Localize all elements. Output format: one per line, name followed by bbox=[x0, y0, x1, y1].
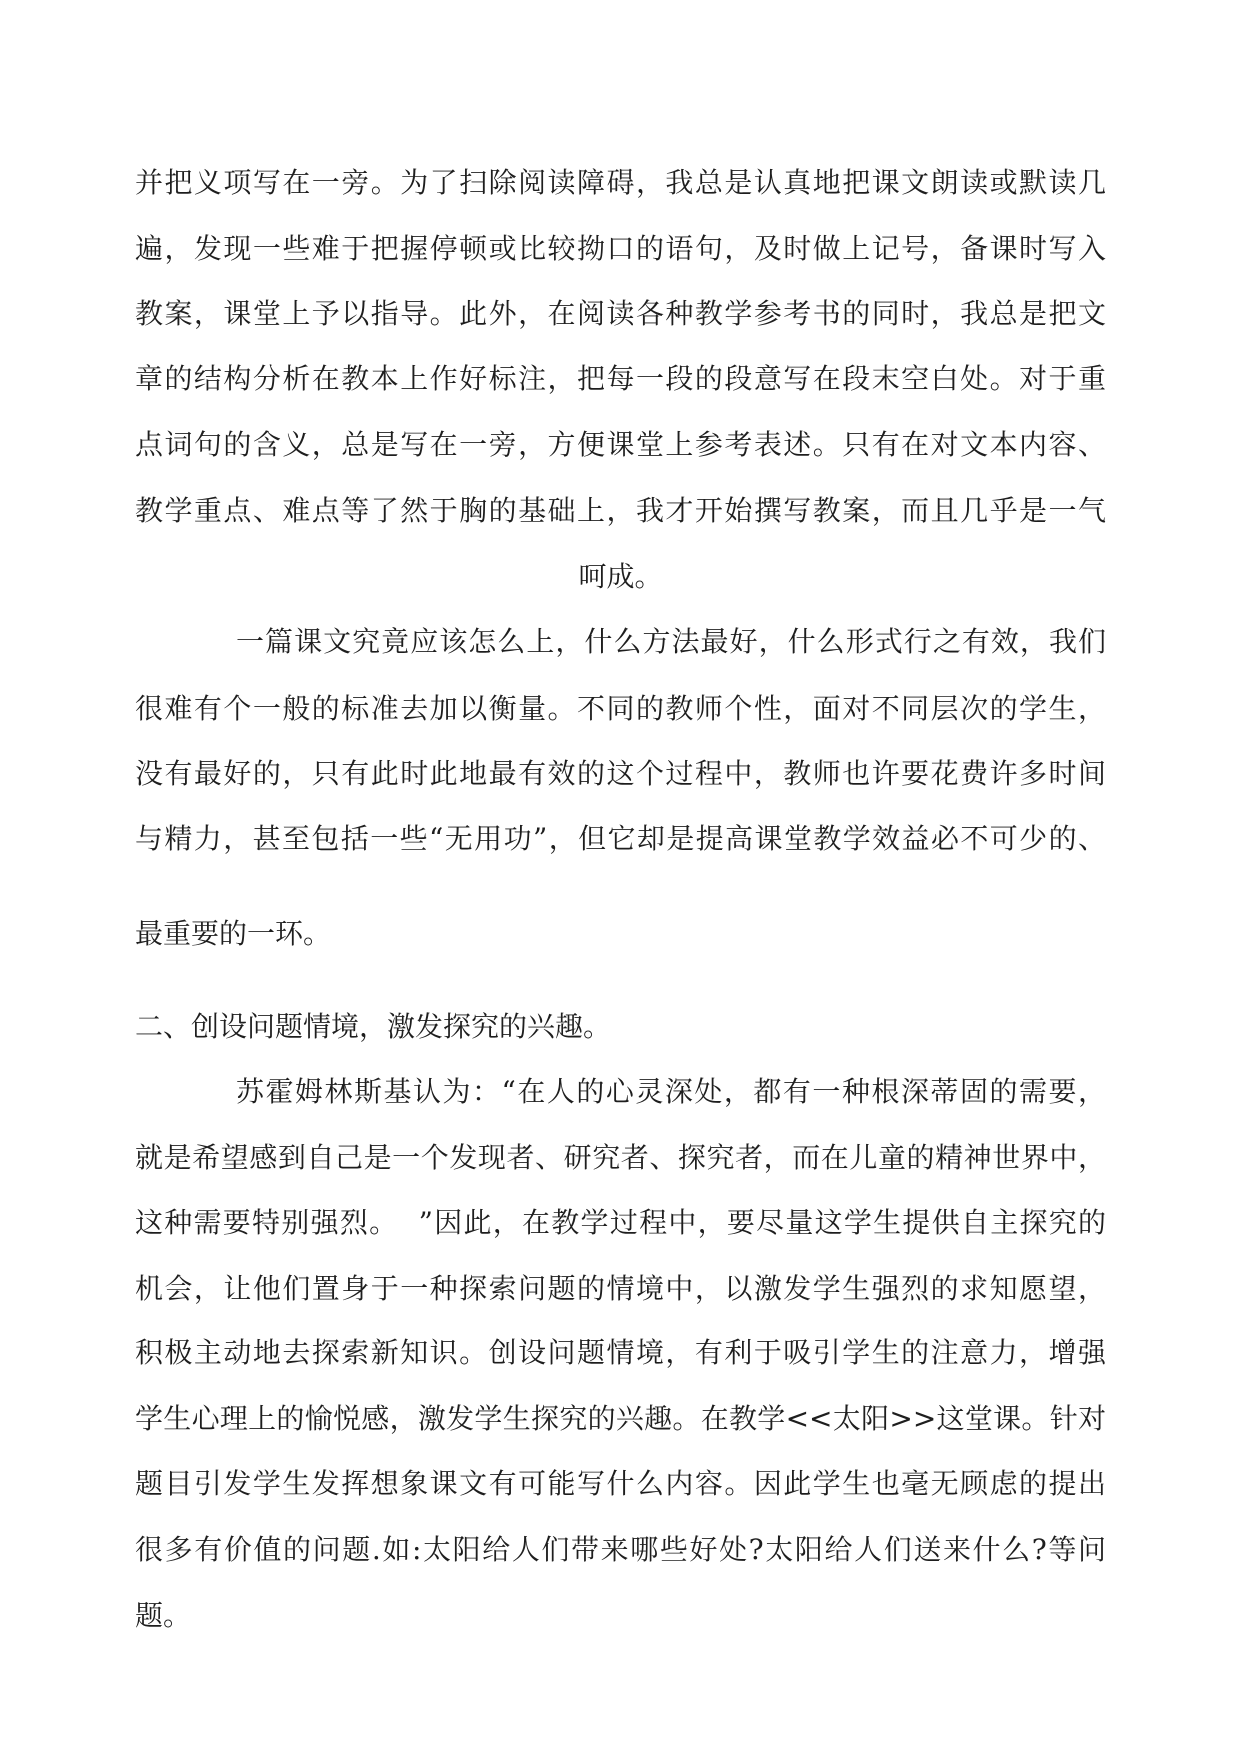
text-line: 并把义项写在一旁。为了扫除阅读障碍，我总是认真地把课文朗读或默读几 bbox=[135, 166, 1106, 199]
text-line: 教案，课堂上予以指导。此外，在阅读各种教学参考书的同时，我总是把文 bbox=[135, 297, 1106, 330]
text-line: 教学重点、难点等了然于胸的基础上，我才开始撰写教案，而且几乎是一气 bbox=[135, 494, 1106, 527]
text-line: 这种需要特别强烈。 ”因此，在教学过程中，要尽量这学生提供自主探究的 bbox=[135, 1206, 1106, 1239]
text-line: 最重要的一环。 bbox=[135, 917, 332, 950]
text-line: 学生心理上的愉悦感，激发学生探究的兴趣。在教学<<太阳>>这堂课。针对 bbox=[135, 1402, 1106, 1435]
text-line: 很多有价值的问题.如:太阳给人们带来哪些好处?太阳给人们送来什么?等问 bbox=[135, 1533, 1106, 1566]
text-line: 没有最好的，只有此时此地最有效的这个过程中，教师也许要花费许多时间 bbox=[135, 757, 1106, 790]
text-line: 题目引发学生发挥想象课文有可能写什么内容。因此学生也毫无顾虑的提出 bbox=[135, 1467, 1106, 1500]
paragraph-first-line: 一篇课文究竟应该怎么上，什么方法最好，什么形式行之有效，我们 bbox=[236, 625, 1106, 658]
section-heading: 二、创设问题情境，激发探究的兴趣。 bbox=[135, 1010, 612, 1043]
text-line: 机会，让他们置身于一种探索问题的情境中，以激发学生强烈的求知愿望， bbox=[135, 1272, 1106, 1305]
text-line: 就是希望感到自己是一个发现者、研究者、探究者，而在儿童的精神世界中， bbox=[135, 1141, 1106, 1174]
text-line: 很难有个一般的标准去加以衡量。不同的教师个性，面对不同层次的学生， bbox=[135, 692, 1106, 725]
text-line: 遍，发现一些难于把握停顿或比较拗口的语句，及时做上记号，备课时写入 bbox=[135, 232, 1106, 265]
paragraph-first-line: 苏霍姆林斯基认为：“在人的心灵深处，都有一种根深蒂固的需要， bbox=[236, 1075, 1106, 1108]
text-line: 题。 bbox=[135, 1599, 192, 1632]
text-line: 与精力，甚至包括一些“无用功”，但它却是提高课堂教学效益必不可少的、 bbox=[135, 822, 1106, 855]
text-line: 呵成。 bbox=[578, 560, 663, 593]
text-line: 积极主动地去探索新知识。创设问题情境，有利于吸引学生的注意力，增强 bbox=[135, 1336, 1106, 1369]
text-line: 点词句的含义，总是写在一旁，方便课堂上参考表述。只有在对文本内容、 bbox=[135, 428, 1106, 461]
text-line: 章的结构分析在教本上作好标注，把每一段的段意写在段末空白处。对于重 bbox=[135, 362, 1106, 395]
